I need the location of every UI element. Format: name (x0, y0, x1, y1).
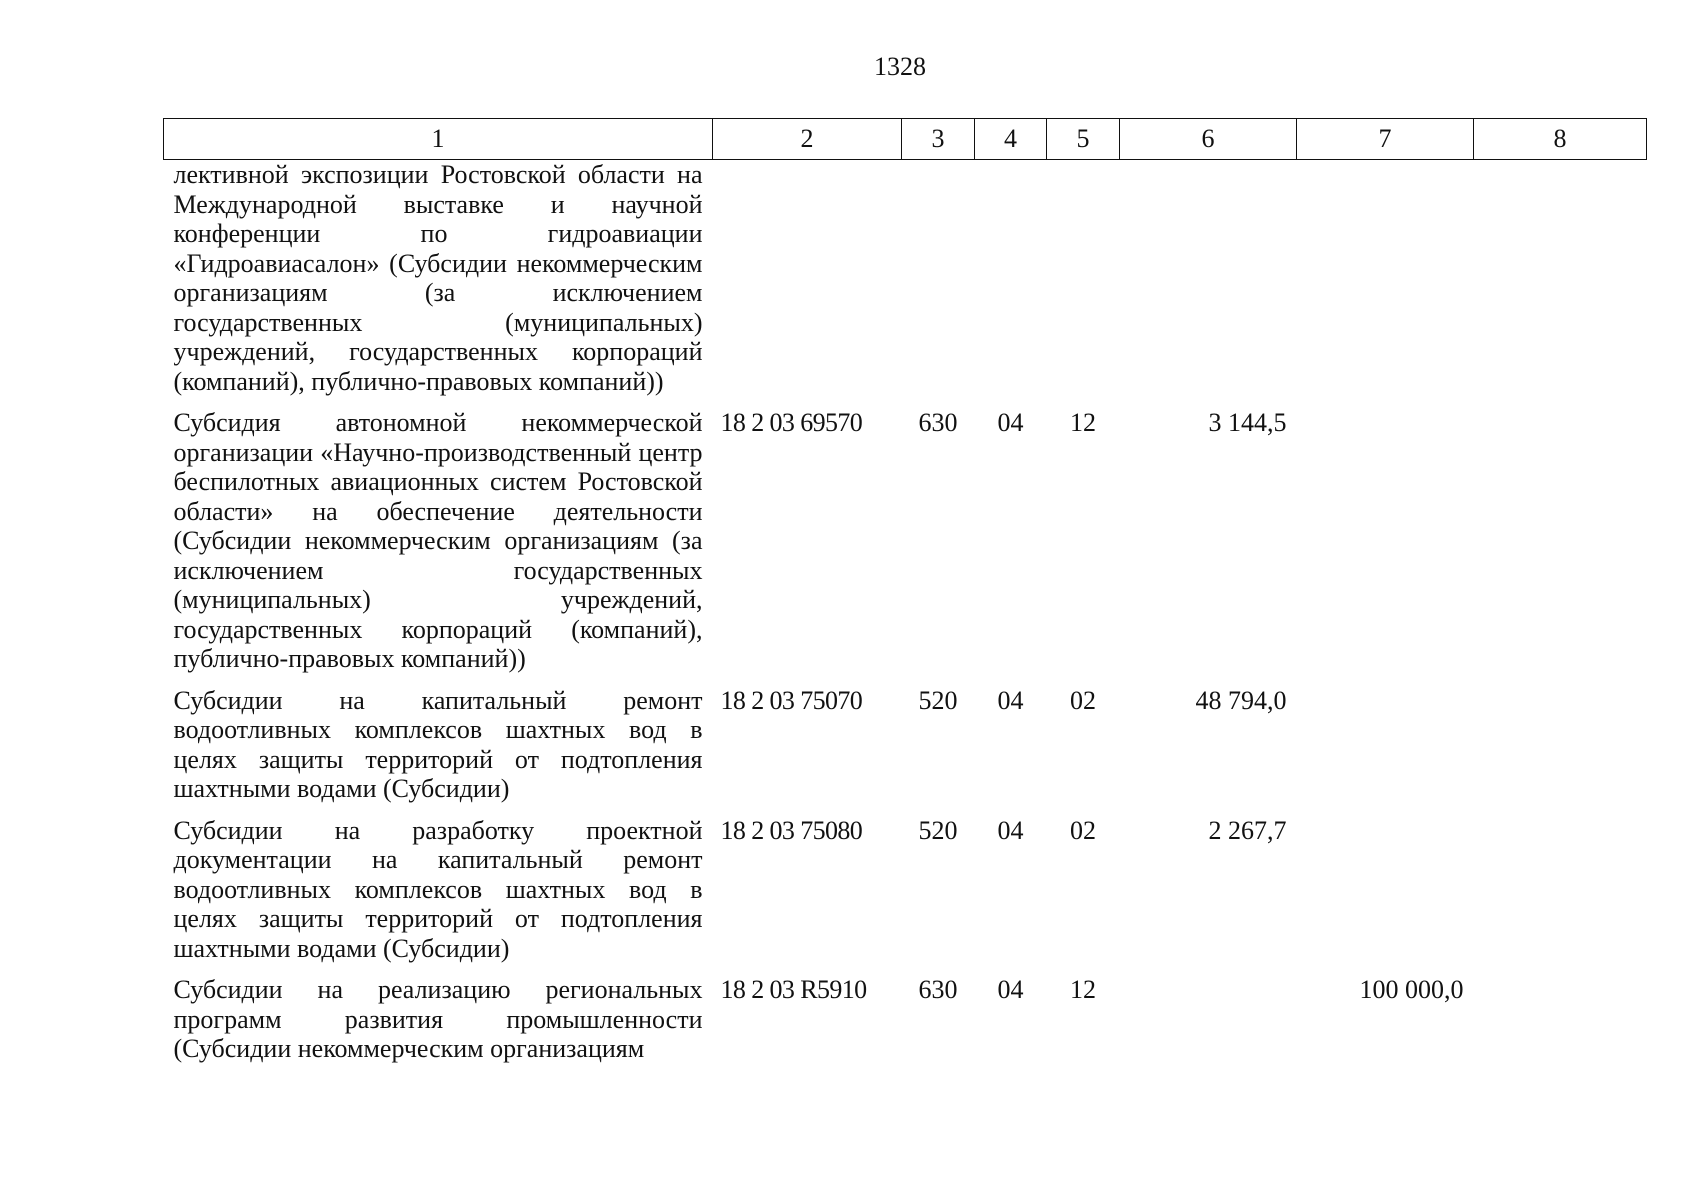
header-col-5: 5 (1047, 119, 1120, 160)
header-row (164, 119, 1647, 160)
row-amount-col-7 (1297, 160, 1474, 409)
row-expense-type (902, 160, 975, 409)
table-row (164, 686, 1647, 816)
row-amount-col-6: 3 144,5 (1208, 408, 1287, 437)
header-col-2: 2 (713, 119, 902, 160)
row-subsection: 02 (1070, 685, 1096, 715)
table-row (164, 975, 1647, 1076)
row-section: 04 (997, 408, 1024, 437)
budget-table (163, 118, 1647, 1076)
row-subsection: 12 (1070, 975, 1096, 1004)
row-amount-col-6 (1120, 975, 1297, 1076)
header-col-7: 7 (1297, 119, 1474, 160)
row-description: Субсидия автономной некоммерческой организации «Научно-производственный центр беспилотных авиационных систем Ростовской области» на обеспечение деятельности (Субсидии некоммерческим организациям (за исключением государственных (муниципальных) учреждений, государственных корпораций (компаний), публично-правовых компаний)) (173, 408, 703, 673)
row-target-code: 18 2 03 R5910 (720, 975, 867, 1004)
row-expense-type: 630 (918, 975, 958, 1004)
row-section: 04 (997, 815, 1024, 845)
row-subsection: 12 (1070, 408, 1096, 437)
row-amount-col-8 (1474, 816, 1647, 976)
table-row (164, 816, 1647, 976)
header-col-8: 8 (1474, 119, 1647, 160)
row-section: 04 (997, 975, 1024, 1004)
row-description: Субсидии на капитальный ремонт водоотливных комплексов шахтных вод в целях защиты территорий от подтопления шахтными водами (Субсидии) (173, 685, 703, 803)
row-amount-col-7 (1297, 816, 1474, 976)
row-target-code: 18 2 03 75080 (720, 815, 863, 845)
row-amount-col-6: 2 267,7 (1208, 815, 1287, 845)
row-expense-type: 520 (918, 815, 958, 845)
header-col-6: 6 (1120, 119, 1297, 160)
row-subsection: 02 (1070, 815, 1096, 845)
page-number: 1328 (874, 52, 926, 81)
header-col-4: 4 (975, 119, 1047, 160)
row-amount-col-8 (1474, 686, 1647, 816)
row-amount-col-7 (1297, 686, 1474, 816)
row-description: Субсидии на реализацию региональных программ развития промышленности (Субсидии некоммерческим организациям (173, 975, 703, 1063)
row-amount-col-8 (1474, 408, 1647, 686)
row-target-code: 18 2 03 69570 (720, 408, 863, 437)
table-header (164, 119, 1647, 160)
row-description: лективной экспозиции Ростовской области на Международной выставке и научной конференции по гидроавиации «Гидроавиасалон» (Субсидии некоммерческим организациям (за исключением государственных (муниципальных) учреждений, государственных корпораций (компаний), публично-правовых компаний)) (173, 160, 703, 396)
row-amount-col-6: 48 794,0 (1195, 685, 1287, 715)
row-amount-col-7: 100 000,0 (1359, 975, 1464, 1004)
row-amount-col-6 (1120, 160, 1297, 409)
row-amount-col-8 (1474, 975, 1647, 1076)
row-description: Субсидии на разработку проектной документации на капитальный ремонт водоотливных комплексов шахтных вод в целях защиты территорий от подтопления шахтными водами (Субсидии) (173, 815, 703, 963)
row-expense-type: 520 (918, 685, 958, 715)
row-target-code: 18 2 03 75070 (720, 685, 863, 715)
header-col-3: 3 (902, 119, 975, 160)
row-target-code (713, 160, 902, 409)
row-expense-type: 630 (918, 408, 958, 437)
row-amount-col-7 (1297, 408, 1474, 686)
row-section: 04 (997, 685, 1024, 715)
table-row (164, 160, 1647, 409)
table-body (164, 160, 1647, 1076)
row-section (975, 160, 1047, 409)
table-row (164, 408, 1647, 686)
row-subsection (1047, 160, 1120, 409)
row-amount-col-8 (1474, 160, 1647, 409)
header-col-1: 1 (164, 119, 713, 160)
